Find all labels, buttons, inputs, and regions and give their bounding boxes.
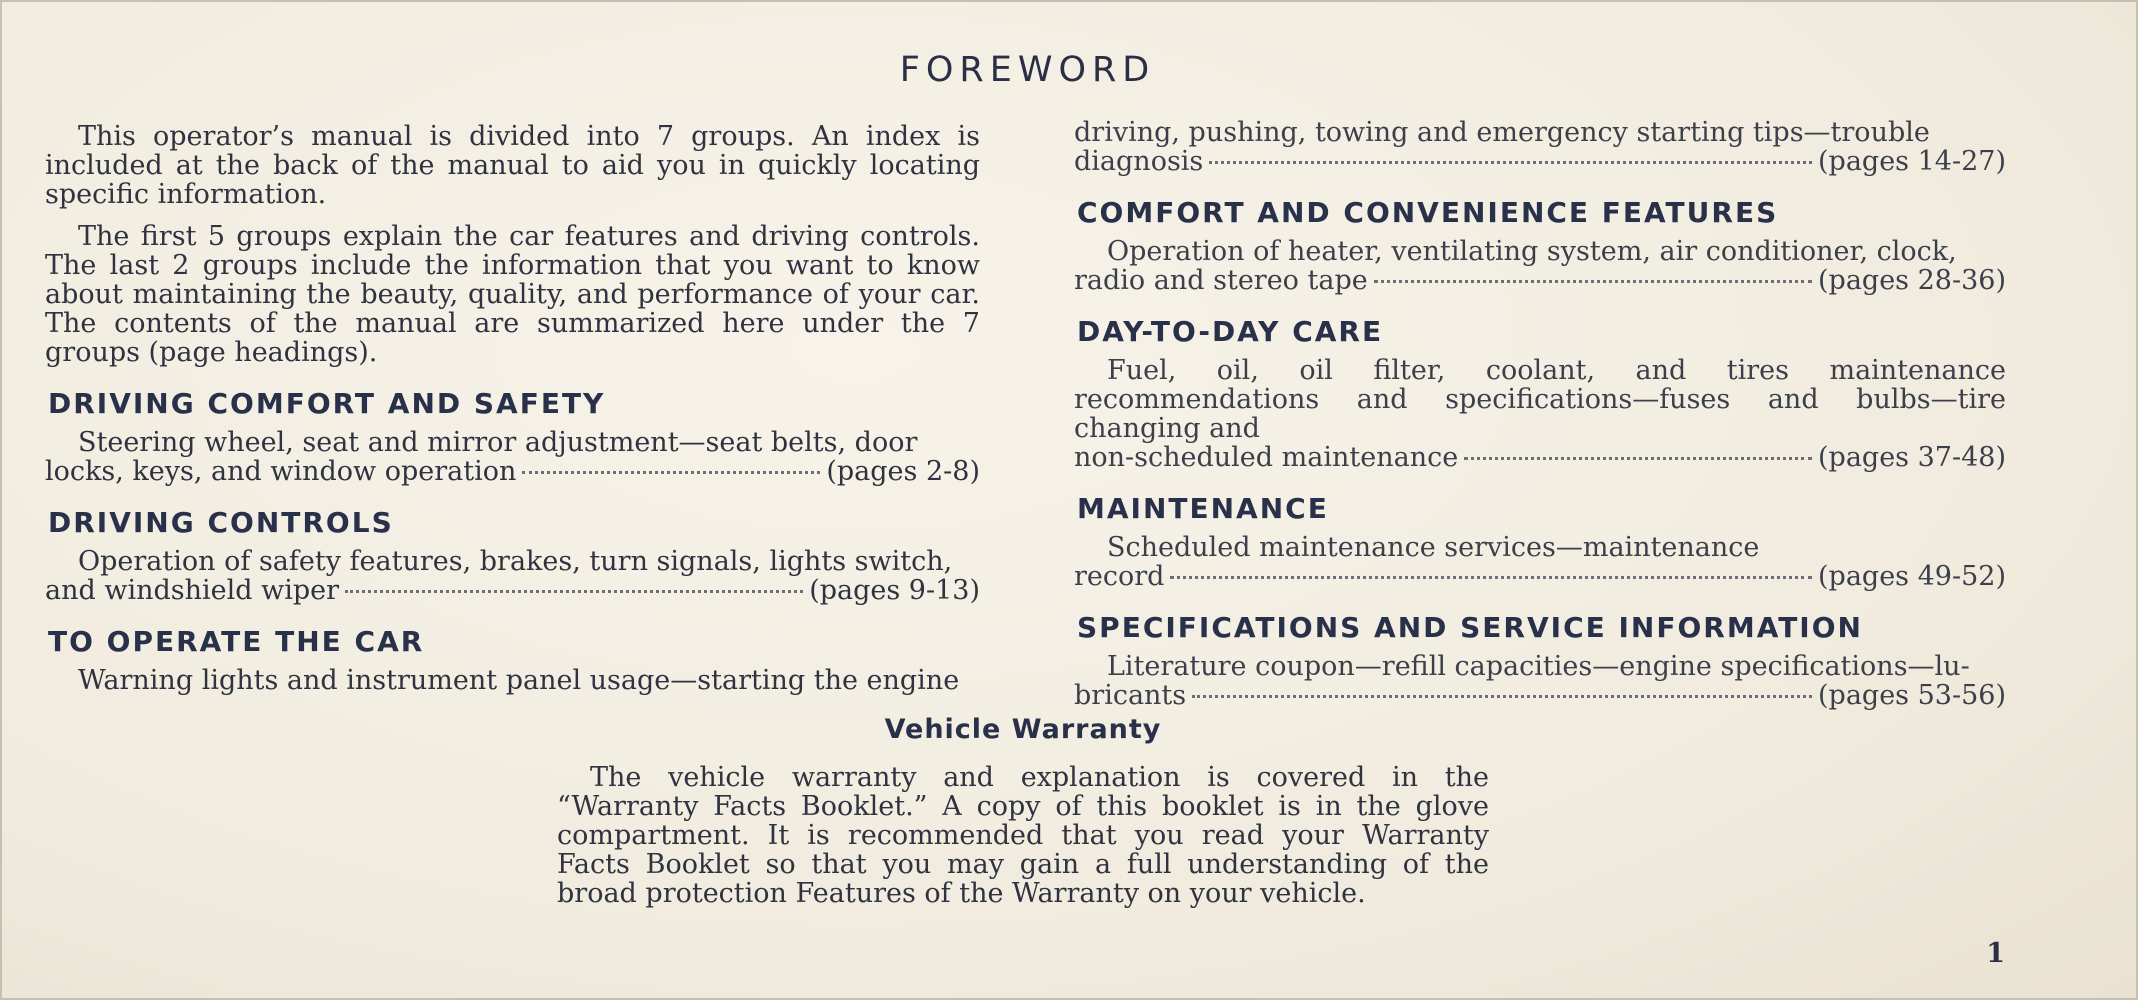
page-range: (pages 53-56)	[1818, 680, 2006, 711]
warranty-heading: Vehicle Warranty	[884, 714, 1162, 745]
page-title: FOREWORD	[899, 50, 1156, 90]
page-range: (pages 14-27)	[1818, 146, 2006, 177]
right-column	[1074, 118, 2006, 710]
section-desc: Scheduled maintenance services—maintenance	[1107, 532, 1760, 563]
dot-leader	[1374, 280, 1812, 283]
section-desc: Operation of heater, ventilating system, air conditioner, clock,	[1107, 236, 1957, 267]
page-range: (pages 28-36)	[1818, 265, 2006, 296]
section-entry-day-to-day	[1074, 356, 2006, 472]
section-entry-driving-controls	[45, 547, 980, 605]
warranty-text: The vehicle warranty and explanation is covered in the “Warranty Facts Booklet.” A copy of this booklet is in the glove compartment. It is recommended that you read your Warranty Facts Booklet so that you may gain a full understanding of the broad protection Features of the Warranty on your vehicle.	[557, 762, 1489, 909]
intro-paragraph-2: The first 5 groups explain the car features and driving controls. The last 2 groups include the information that you want to know about maintaining the beauty, quality, and performance of your car. The contents of the manual are summarized here under the 7 groups (page headings).	[45, 221, 980, 368]
toc-line	[45, 576, 980, 605]
section-heading-maintenance: MAINTENANCE	[1077, 492, 1329, 525]
dot-leader	[1209, 161, 1812, 164]
section-desc: Fuel, oil, oil filter, coolant, and tires maintenance recommendations and specifications—fuses and bulbs—tire changing and	[1074, 355, 2006, 444]
toc-line	[1074, 266, 2006, 295]
toc-lead: locks, keys, and window operation	[45, 456, 517, 487]
toc-line	[1074, 443, 2006, 472]
section-desc: driving, pushing, towing and emergency starting tips—trouble	[1074, 117, 1930, 148]
toc-lead: diagnosis	[1074, 146, 1204, 177]
toc-line	[1074, 562, 2006, 591]
section-entry-specifications	[1074, 652, 2006, 710]
section-desc: Literature coupon—refill capacities—engine specifications—lu-	[1107, 651, 1970, 682]
section-desc: Operation of safety features, brakes, turn signals, lights switch,	[78, 546, 953, 577]
toc-line	[1074, 147, 2006, 176]
section-desc: Steering wheel, seat and mirror adjustment—seat belts, door	[78, 427, 918, 458]
section-entry-driving-comfort	[45, 428, 980, 486]
section-entry-to-operate	[45, 666, 980, 695]
dot-leader	[345, 590, 803, 593]
dot-leader	[522, 471, 820, 474]
dot-leader	[1192, 695, 1812, 698]
dot-leader	[1170, 576, 1812, 579]
warranty-section	[557, 714, 1489, 908]
toc-lead: and windshield wiper	[45, 575, 340, 606]
section-heading-to-operate: TO OPERATE THE CAR	[48, 625, 425, 658]
section-heading-specifications: SPECIFICATIONS AND SERVICE INFORMATION	[1077, 611, 1863, 644]
toc-lead: record	[1074, 561, 1165, 592]
toc-lead: non-scheduled maintenance	[1074, 442, 1459, 473]
toc-lead: radio and stereo tape	[1074, 265, 1368, 296]
section-heading-day-to-day: DAY-TO-DAY CARE	[1077, 315, 1384, 348]
page-range: (pages 2-8)	[826, 456, 980, 487]
page-range: (pages 9-13)	[809, 575, 980, 606]
intro-paragraph-1: This operator’s manual is divided into 7 groups. An index is included at the back of the manual to aid you in quickly locating specific information.	[45, 121, 980, 210]
toc-lead: bricants	[1074, 680, 1187, 711]
section-heading-comfort-convenience: COMFORT AND CONVENIENCE FEATURES	[1077, 196, 1779, 229]
section-entry-comfort-convenience	[1074, 237, 2006, 295]
section-desc: Warning lights and instrument panel usage—starting the engine	[78, 665, 960, 696]
left-column	[45, 122, 980, 695]
section-entry-maintenance	[1074, 533, 2006, 591]
section-heading-driving-controls: DRIVING CONTROLS	[48, 506, 394, 539]
dot-leader	[1464, 457, 1812, 460]
page-number: 1	[1986, 938, 2005, 969]
section-heading-driving-comfort: DRIVING COMFORT AND SAFETY	[48, 387, 606, 420]
toc-line	[1074, 681, 2006, 710]
section-entry-to-operate-continued	[1074, 118, 2006, 176]
page-range: (pages 37-48)	[1818, 442, 2006, 473]
toc-line	[45, 457, 980, 486]
page-range: (pages 49-52)	[1818, 561, 2006, 592]
